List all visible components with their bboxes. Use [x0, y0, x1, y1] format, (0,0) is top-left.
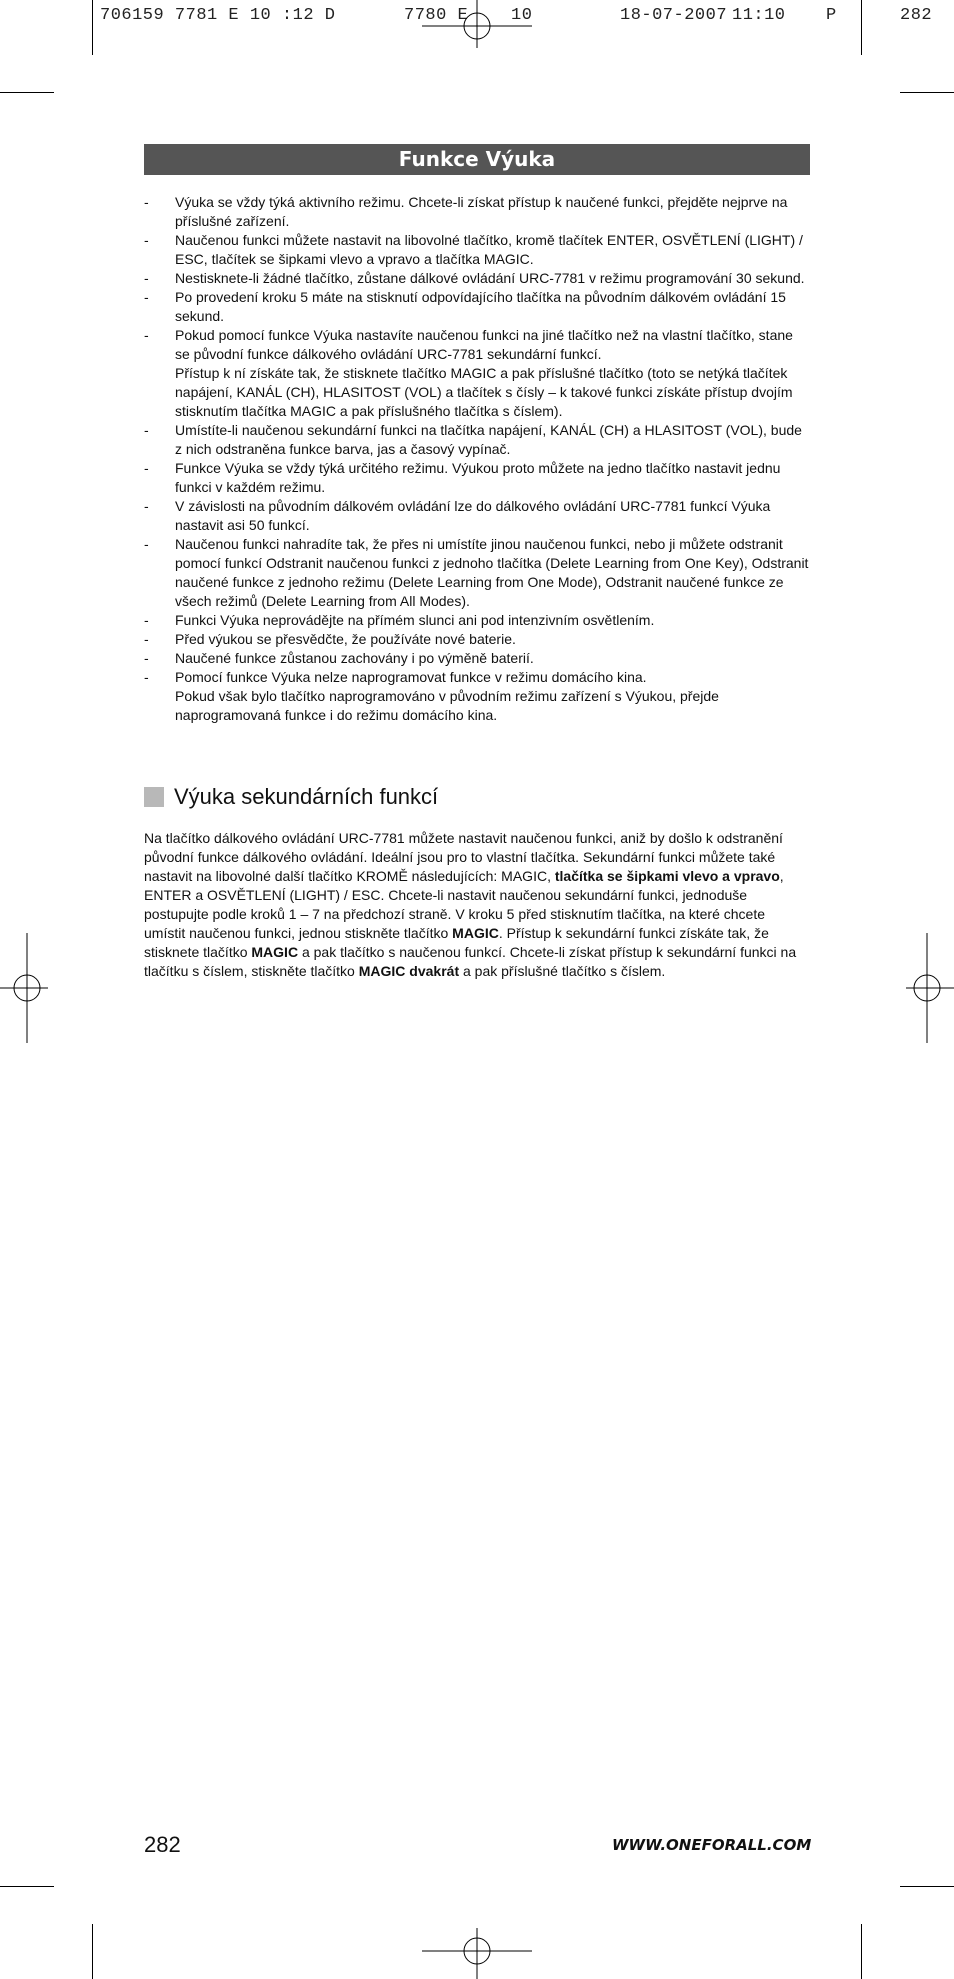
- notes-list: [144, 193, 810, 725]
- section-heading-text: Výuka sekundárních funkcí: [174, 784, 439, 809]
- registration-mark-icon: [899, 933, 954, 1043]
- slug-file: 7780 E: [404, 6, 469, 25]
- list-item: - Před výukou se přesvědčte, že používáte nové baterie.: [144, 631, 516, 647]
- slug-page-ref: 10: [511, 6, 533, 25]
- slug-sheet: 282: [900, 6, 933, 25]
- list-item: - Pokud pomocí funkce Výuka nastavíte naučenou funkci na jiné tlačítko než na vlastní tlačítko, stane se původní funkce dálkového ovládání URC-7781 sekundární funkcí. Přístup k ní získáte tak, že stisknete tlačítko MAGIC a pak příslušné tlačítko (toto se netýká tlačítek napájení, KANÁL (CH), HLASITOST (VOL) a tlačítek s čísly – k takové funkci získáte přístup dvojím stisknutím tlačítka MAGIC a pak příslušného tlačítka s číslem).: [144, 327, 793, 419]
- slug-plate: P: [826, 6, 837, 25]
- list-item: - Funkce Výuka se vždy týká určitého režimu. Výukou proto můžete na jedno tlačítko nastavit jednu funkci v každém režimu.: [144, 460, 781, 495]
- slug-time: 11:10: [732, 6, 786, 25]
- list-item: - Funkci Výuka neprovádějte na přímém slunci ani pod intenzivním osvětlením.: [144, 612, 655, 628]
- page-title: Funkce Výuka: [144, 144, 810, 175]
- list-item: - Naučenou funkci nahradíte tak, že přes ni umístíte jinou naučenou funkci, nebo ji můžete odstranit pomocí funkcí Odstranit naučenou funkci z jednoho tlačítka (Delete Learning from One Key), Odstranit naučené funkce z jednoho režimu (Delete Learning from One Mode), Odstranit naučené funkce ze všech režimů (Delete Learning from All Modes).: [144, 536, 809, 609]
- website-url: WWW.ONEFORALL.COM: [612, 1836, 812, 1854]
- list-item: - Naučené funkce zůstanou zachovány i po výměně baterií.: [144, 650, 534, 666]
- crop-mark: [861, 0, 862, 55]
- crop-mark: [861, 1924, 862, 1979]
- crop-mark: [0, 1886, 54, 1887]
- list-item: - Po provedení kroku 5 máte na stisknutí odpovídajícího tlačítka na původním dálkovém ovládání 15 sekund.: [144, 289, 786, 324]
- section-square-icon: [144, 787, 164, 807]
- list-item: - Umístíte-li naučenou sekundární funkci na tlačítka napájení, KANÁL (CH) a HLASITOST (VOL), bude z nich odstraněna funkce barva, jas a časový vypínač.: [144, 422, 802, 457]
- list-item: - Výuka se vždy týká aktivního režimu. Chcete-li získat přístup k naučené funkci, přejděte nejprve na příslušné zařízení.: [144, 194, 788, 229]
- list-item: - Nestisknete-li žádné tlačítko, zůstane dálkové ovládání URC-7781 v režimu programování 30 sekund.: [144, 270, 805, 286]
- list-item: - V závislosti na původním dálkovém ovládání lze do dálkového ovládání URC-7781 funkcí Výuka nastavit asi 50 funkcí.: [144, 498, 771, 533]
- crop-mark: [92, 0, 93, 55]
- crop-mark: [0, 92, 54, 93]
- crop-mark: [92, 1924, 93, 1979]
- section-heading: [144, 782, 438, 812]
- list-item: - Pomocí funkce Výuka nelze naprogramovat funkce v režimu domácího kina. Pokud však bylo tlačítko naprogramováno v původním režimu zařízení s Výukou, přejde naprogramovaná funkce i do režimu domácího kina.: [144, 669, 719, 723]
- registration-mark-icon: [422, 0, 532, 55]
- registration-mark-icon: [0, 933, 55, 1043]
- section-paragraph: Na tlačítko dálkového ovládání URC-7781 můžete nastavit naučenou funkci, aniž by došlo k odstranění původní funkce dálkového ovládání. Ideální jsou pro to vlastní tlačítka. Sekundární funkci můžete také nastavit na libovolné další tlačítko KROMĚ následujících: MAGIC, tlačítka se šipkami vlevo a vpravo, ENTER a OSVĚTLENÍ (LIGHT) / ESC. Chcete-li nastavit naučenou sekundární funkci, jednoduše postupujte podle kroků 1 – 7 na předchozí straně. V kroku 5 před stisknutím tlačítka, na které chcete umístit naučenou funkci, jednou stiskněte tlačítko MAGIC. Přístup k sekundární funkci získáte tak, že stisknete tlačítko MAGIC a pak tlačítko s naučenou funkcí. Chcete-li získat přístup k sekundární funkci na tlačítku s číslem, stiskněte tlačítko MAGIC dvakrát a pak příslušné tlačítko s číslem.: [144, 830, 797, 979]
- registration-mark-icon: [422, 1924, 532, 1979]
- slug-date: 18-07-2007: [620, 6, 728, 25]
- list-item: - Naučenou funkci můžete nastavit na libovolné tlačítko, kromě tlačítek ENTER, OSVĚTLENÍ (LIGHT) / ESC, tlačítek se šipkami vlevo a vpravo a tlačítka MAGIC.: [144, 232, 803, 267]
- crop-mark: [900, 1886, 954, 1887]
- page-number: 282: [144, 1832, 181, 1857]
- crop-mark: [900, 92, 954, 93]
- slug-job: 706159 7781 E 10 :12 D: [100, 6, 336, 25]
